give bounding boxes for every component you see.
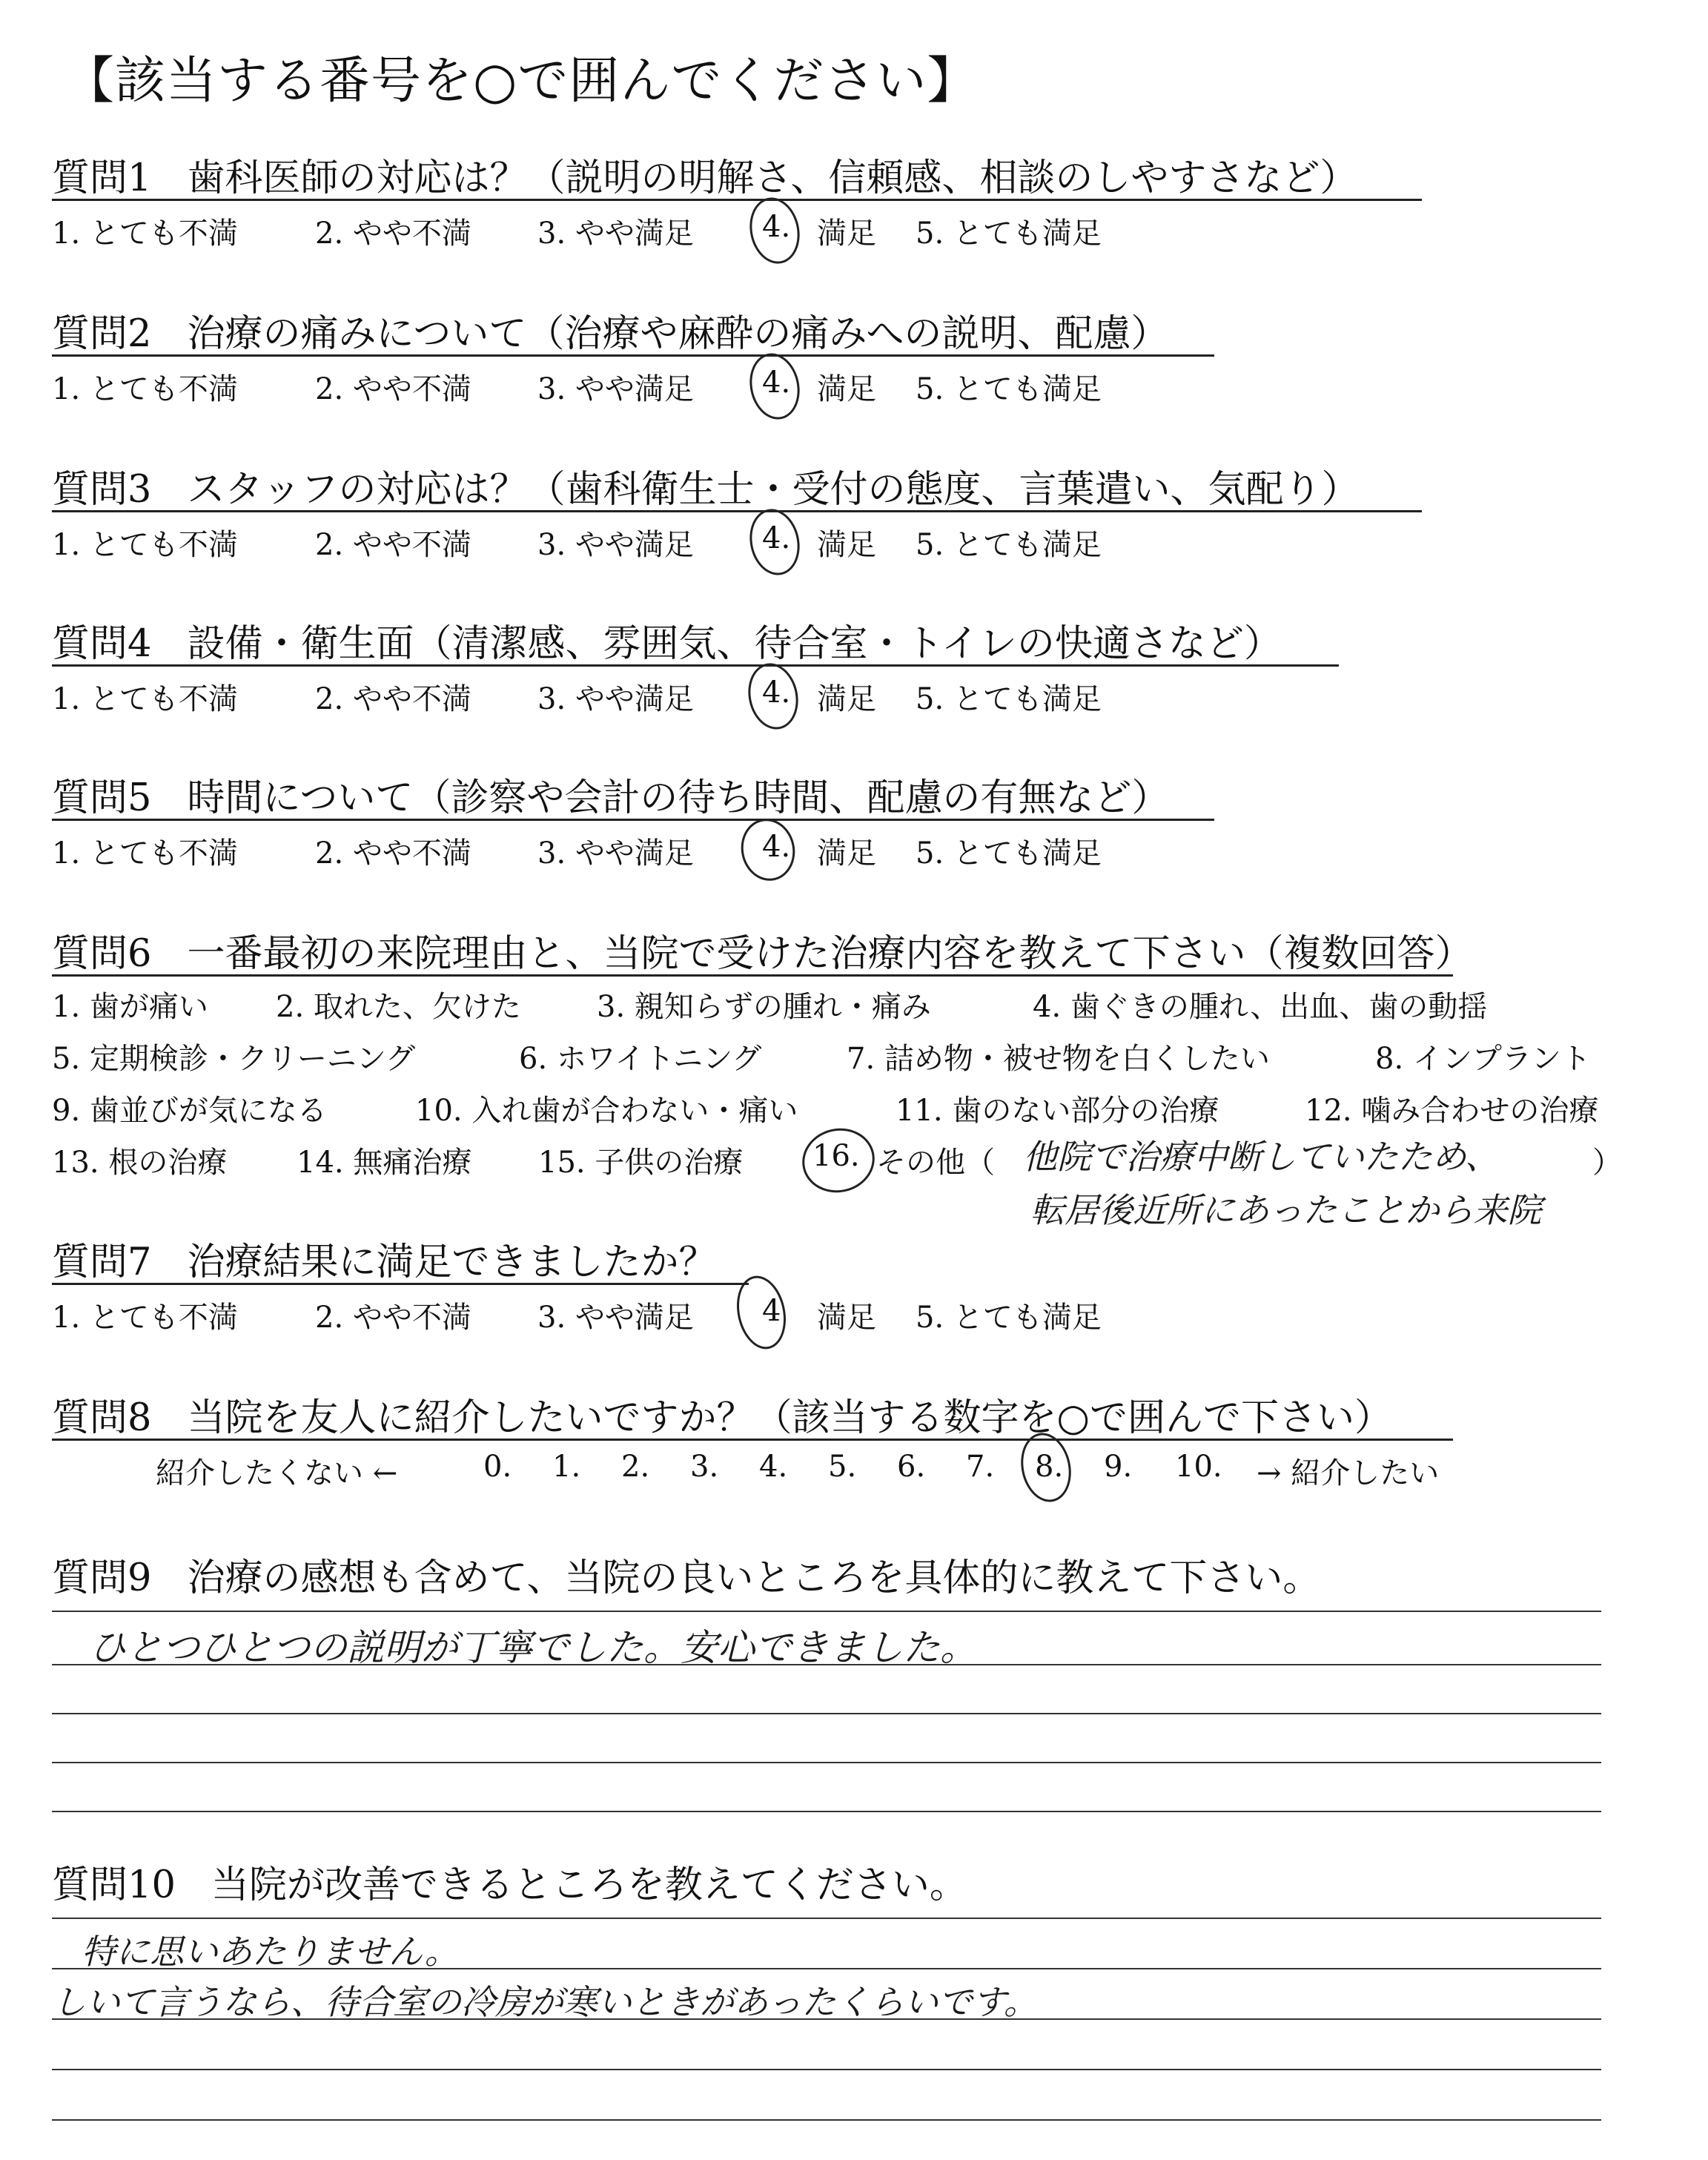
option-2[interactable]: 2. やや不満 [315, 682, 471, 716]
question-number: 質問3 [52, 468, 152, 512]
option-4[interactable]: 4. [762, 830, 791, 864]
option-3[interactable]: 3. やや満足 [537, 1301, 694, 1335]
question-2 [52, 303, 1168, 357]
other-label: その他（ [876, 1146, 995, 1180]
handwritten-other-reason: 他院で治療中断していたため、 [1023, 1137, 1500, 1177]
handwritten-answer-q9: ひとつひとつの説明が丁寧でした。安心できました。 [89, 1626, 977, 1669]
option-4[interactable]: 4. [762, 210, 791, 244]
option-4[interactable]: 4. [762, 676, 791, 710]
answer-line [52, 1918, 1601, 1919]
option-2[interactable]: 2. やや不満 [315, 836, 471, 871]
question-text: 一番最初の来院理由と、当院で受けた治療内容を教えて下さい（複数回答） [187, 932, 1473, 976]
scale-option-5[interactable]: 5. [828, 1450, 857, 1484]
scale-option-7[interactable]: 7. [966, 1450, 995, 1484]
question-number: 質問6 [52, 932, 152, 976]
option-2[interactable]: 2. やや不満 [315, 217, 471, 251]
option-4-label: 満足 [817, 217, 876, 251]
answer-line [52, 1811, 1601, 1812]
question-number: 質問9 [52, 1556, 152, 1600]
question-underline [52, 664, 1339, 667]
question-number: 質問7 [52, 1241, 152, 1284]
option-3[interactable]: 3. やや満足 [537, 217, 694, 251]
form-title: 【該当する番号を○で囲んでください】 [64, 52, 979, 110]
scale-right-label: → 紹介したい [1257, 1456, 1440, 1490]
answer-line [52, 1664, 1601, 1665]
question-1 [52, 147, 1357, 202]
option-4[interactable]: 4. [762, 521, 791, 555]
question-underline [52, 819, 1214, 821]
selection-circle [744, 349, 805, 424]
reason-option[interactable]: 6. ホワイトニング [519, 1042, 762, 1076]
question-3 [52, 458, 1359, 513]
option-2[interactable]: 2. やや不満 [315, 1301, 471, 1335]
question-number: 質問4 [52, 622, 152, 666]
selection-circle [744, 193, 805, 268]
reason-option[interactable]: 3. 親知らずの腫れ・痛み [597, 990, 931, 1024]
question-10 [52, 1854, 967, 1909]
reason-option[interactable]: 1. 歯が痛い [52, 990, 208, 1024]
answer-line [52, 1968, 1601, 1969]
question-number: 質問8 [52, 1396, 152, 1440]
option-4-selected[interactable]: 4 [762, 1294, 781, 1328]
question-underline [52, 974, 1453, 977]
question-text: 治療の感想も含めて、当院の良いところを具体的に教えて下さい。 [187, 1556, 1321, 1600]
scale-left-label: 紹介したくない ← [156, 1456, 398, 1490]
other-close-paren: ） [1592, 1146, 1622, 1180]
option-4[interactable]: 4. [762, 366, 791, 400]
question-number: 質問2 [52, 312, 152, 356]
question-underline [52, 1439, 1453, 1441]
handwritten-answer-q10: 特に思いあたりません。 [82, 1932, 459, 1972]
reason-option[interactable]: 16. [812, 1139, 860, 1173]
scale-option-3[interactable]: 3. [690, 1450, 719, 1484]
option-5[interactable]: 5. とても満足 [916, 528, 1102, 562]
reason-option[interactable]: 13. 根の治療 [52, 1146, 228, 1180]
answer-line [52, 2119, 1601, 2121]
scale-option-6[interactable]: 6. [897, 1450, 926, 1484]
option-3[interactable]: 3. やや満足 [537, 372, 694, 406]
reason-option[interactable]: 14. 無痛治療 [297, 1146, 472, 1180]
handwritten-other-reason: 転居後近所にあったことから来院 [1030, 1190, 1542, 1230]
option-1[interactable]: 1. とても不満 [52, 217, 238, 251]
scale-option-9[interactable]: 9. [1104, 1450, 1133, 1484]
option-1[interactable]: 1. とても不満 [52, 682, 238, 716]
reason-option[interactable]: 11. 歯のない部分の治療 [896, 1094, 1219, 1128]
question-9 [52, 1547, 1320, 1602]
answer-line [52, 2069, 1601, 2070]
reason-option[interactable]: 12. 噛み合わせの治療 [1305, 1094, 1599, 1128]
option-1[interactable]: 1. とても不満 [52, 836, 238, 871]
reason-option[interactable]: 5. 定期検診・クリーニング [52, 1042, 416, 1076]
option-1[interactable]: 1. とても不満 [52, 372, 238, 406]
question-text: 設備・衛生面（清潔感、雰囲気、待合室・トイレの快適さなど） [187, 622, 1282, 666]
scale-option-4[interactable]: 4. [759, 1450, 788, 1484]
answer-line [52, 2018, 1601, 2020]
question-text: 時間について（診察や会計の待ち時間、配慮の有無など） [187, 776, 1170, 820]
reason-option[interactable]: 9. 歯並びが気になる [52, 1094, 327, 1128]
option-4-label: 満足 [817, 836, 876, 871]
selection-circle [796, 1122, 881, 1199]
question-number: 質問5 [52, 776, 152, 820]
reason-option[interactable]: 8. インプラント [1375, 1042, 1591, 1076]
question-8 [52, 1387, 1392, 1441]
answer-line [52, 1762, 1601, 1763]
reason-option[interactable]: 4. 歯ぐきの腫れ、出血、歯の動揺 [1033, 990, 1488, 1024]
question-number: 質問1 [52, 156, 152, 200]
question-text: スタッフの対応は？（歯科衛生士・受付の態度、言葉遣い、気配り） [187, 468, 1360, 512]
question-text: 当院を友人に紹介したいですか？（該当する数字を○で囲んで下さい） [187, 1396, 1392, 1440]
question-underline [52, 199, 1422, 201]
option-1[interactable]: 1. とても不満 [52, 1301, 238, 1335]
question-text: 当院が改善できるところを教えてください。 [211, 1863, 967, 1907]
option-5[interactable]: 5. とても満足 [916, 217, 1102, 251]
answer-line [52, 1611, 1601, 1612]
option-3[interactable]: 3. やや満足 [537, 836, 694, 871]
reason-option[interactable]: 2. 取れた、欠けた [276, 990, 521, 1024]
option-3[interactable]: 3. やや満足 [537, 528, 694, 562]
handwritten-answer-q10: しいて言うなら、待合室の冷房が寒いときがあったくらいです。 [52, 1982, 1038, 2022]
option-4-label: 満足 [817, 372, 876, 406]
question-4 [52, 612, 1282, 667]
option-4-label: 満足 [817, 528, 876, 562]
question-number: 質問10 [52, 1863, 176, 1907]
scale-option-0[interactable]: 0. [483, 1450, 512, 1484]
reason-option[interactable]: 7. 詰め物・被せ物を白くしたい [847, 1042, 1270, 1076]
question-text: 歯科医師の対応は？（説明の明解さ、信頼感、相談のしやすさなど） [187, 156, 1358, 200]
question-underline [52, 510, 1422, 512]
question-7 [52, 1231, 716, 1286]
selection-circle [735, 813, 801, 885]
option-5[interactable]: 5. とても満足 [916, 682, 1102, 716]
question-underline [52, 1283, 749, 1285]
scale-option-8[interactable]: 8. [1035, 1450, 1064, 1484]
option-1[interactable]: 1. とても不満 [52, 528, 238, 562]
option-5[interactable]: 5. とても満足 [916, 1301, 1102, 1335]
reason-option[interactable]: 10. 入れ歯が合わない・痛い [415, 1094, 798, 1128]
option-4-label: 満足 [817, 1301, 876, 1335]
question-text: 治療結果に満足できましたか？ [187, 1241, 717, 1284]
option-2[interactable]: 2. やや不満 [315, 372, 471, 406]
option-5[interactable]: 5. とても満足 [916, 836, 1102, 871]
option-5[interactable]: 5. とても満足 [916, 372, 1102, 406]
option-2[interactable]: 2. やや不満 [315, 528, 471, 562]
option-3[interactable]: 3. やや満足 [537, 682, 694, 716]
question-5 [52, 767, 1169, 822]
reason-option[interactable]: 15. 子供の治療 [538, 1146, 744, 1180]
selection-circle [744, 504, 805, 580]
question-6 [52, 922, 1472, 977]
option-4-label: 満足 [817, 682, 876, 716]
scale-option-10[interactable]: 10. [1175, 1450, 1222, 1484]
selection-circle [742, 658, 804, 734]
answer-line [52, 1713, 1601, 1714]
question-text: 治療の痛みについて（治療や麻酔の痛みへの説明、配慮） [187, 312, 1169, 356]
scale-option-2[interactable]: 2. [621, 1450, 650, 1484]
question-underline [52, 354, 1214, 357]
scale-option-1[interactable]: 1. [552, 1450, 581, 1484]
